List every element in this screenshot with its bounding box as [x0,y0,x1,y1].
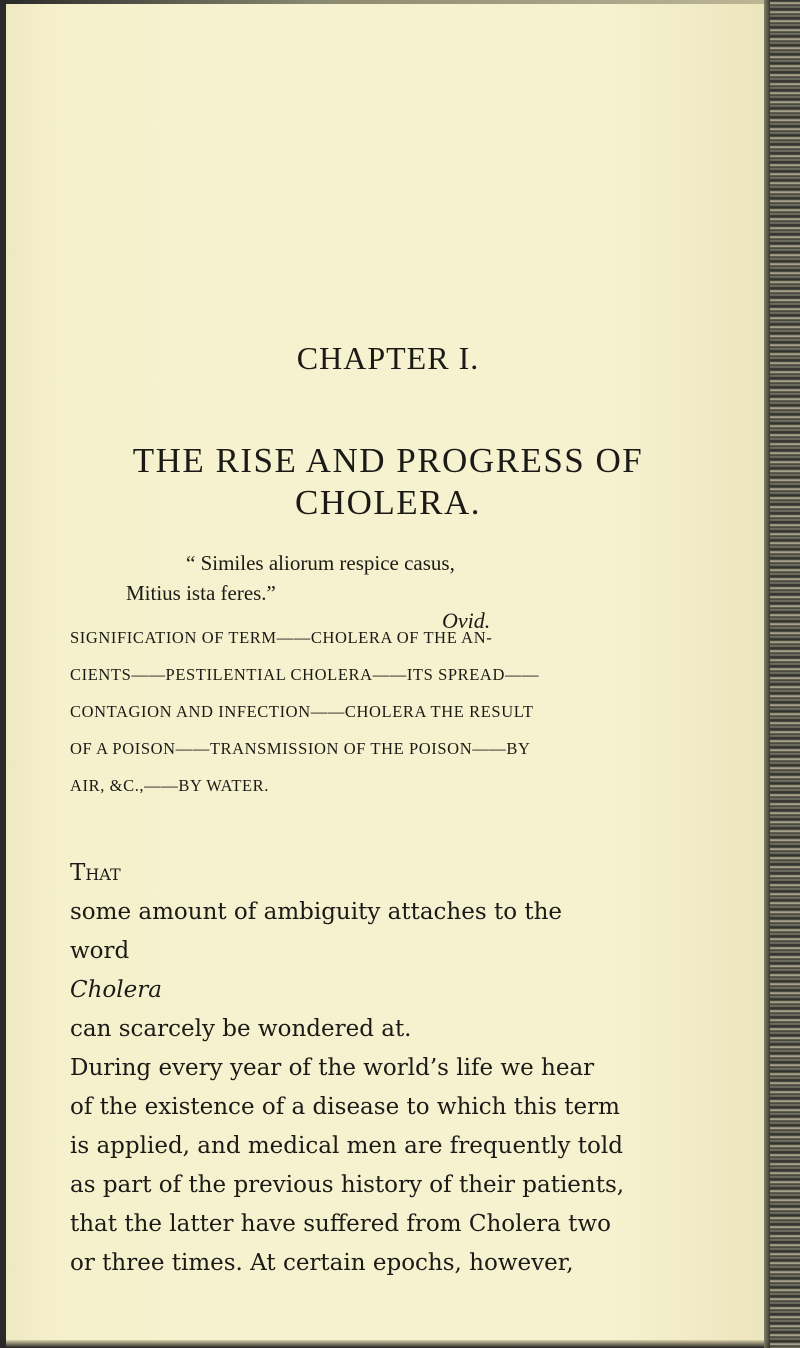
body-line-1-rest: some amount of ambiguity attaches to the [70,899,563,925]
page-top-edge [6,0,770,4]
chapter-heading: CHAPTER I. [296,340,480,376]
summary-line: SIGNIFICATION OF TERM——CHOLERA OF THE AN- [70,628,493,647]
epigraph-line-1: “ Similes aliorum respice casus, [186,551,455,575]
body-paragraph [70,854,730,1283]
summary-line: AIR, &C.,——BY WATER. [70,776,270,795]
summary-line: CONTAGION AND INFECTION——CHOLERA THE RESULT [70,702,534,721]
body-line-2-start: word [70,938,130,964]
body-line: that the latter have suffered from Cholera two [70,1211,611,1237]
epigraph-line-2: Mitius ista feres.” [126,581,276,605]
chapter-title-line-1: THE RISE AND PROGRESS OF [132,441,644,480]
summary-line: CIENTS——PESTILENTIAL CHOLERA——ITS SPREAD—— [70,665,540,684]
body-line: or three times. At certain epochs, however, [70,1250,574,1276]
body-line: is applied, and medical men are frequently told [70,1133,623,1159]
body-line [70,854,730,932]
body-italic-term: Cholera [70,977,162,1003]
chapter-title [6,440,770,524]
summary-line: OF A POISON——TRANSMISSION OF THE POISON——BY [70,739,531,758]
epigraph-attribution: Ovid. [442,608,491,633]
body-line [70,932,730,1049]
page-bottom-edge [6,1340,770,1348]
body-line: as part of the previous history of their patients, [70,1172,625,1198]
body-first-word: That [70,860,121,886]
chapter-summary [70,619,730,804]
book-fore-edge [764,0,800,1348]
chapter-title-line-2: CHOLERA. [294,483,482,522]
body-line-2-rest: can scarcely be wondered at. [70,1016,412,1042]
epigraph [126,548,686,608]
body-line: During every year of the world’s life we hear [70,1055,595,1081]
body-line: of the existence of a disease to which this term [70,1094,620,1120]
